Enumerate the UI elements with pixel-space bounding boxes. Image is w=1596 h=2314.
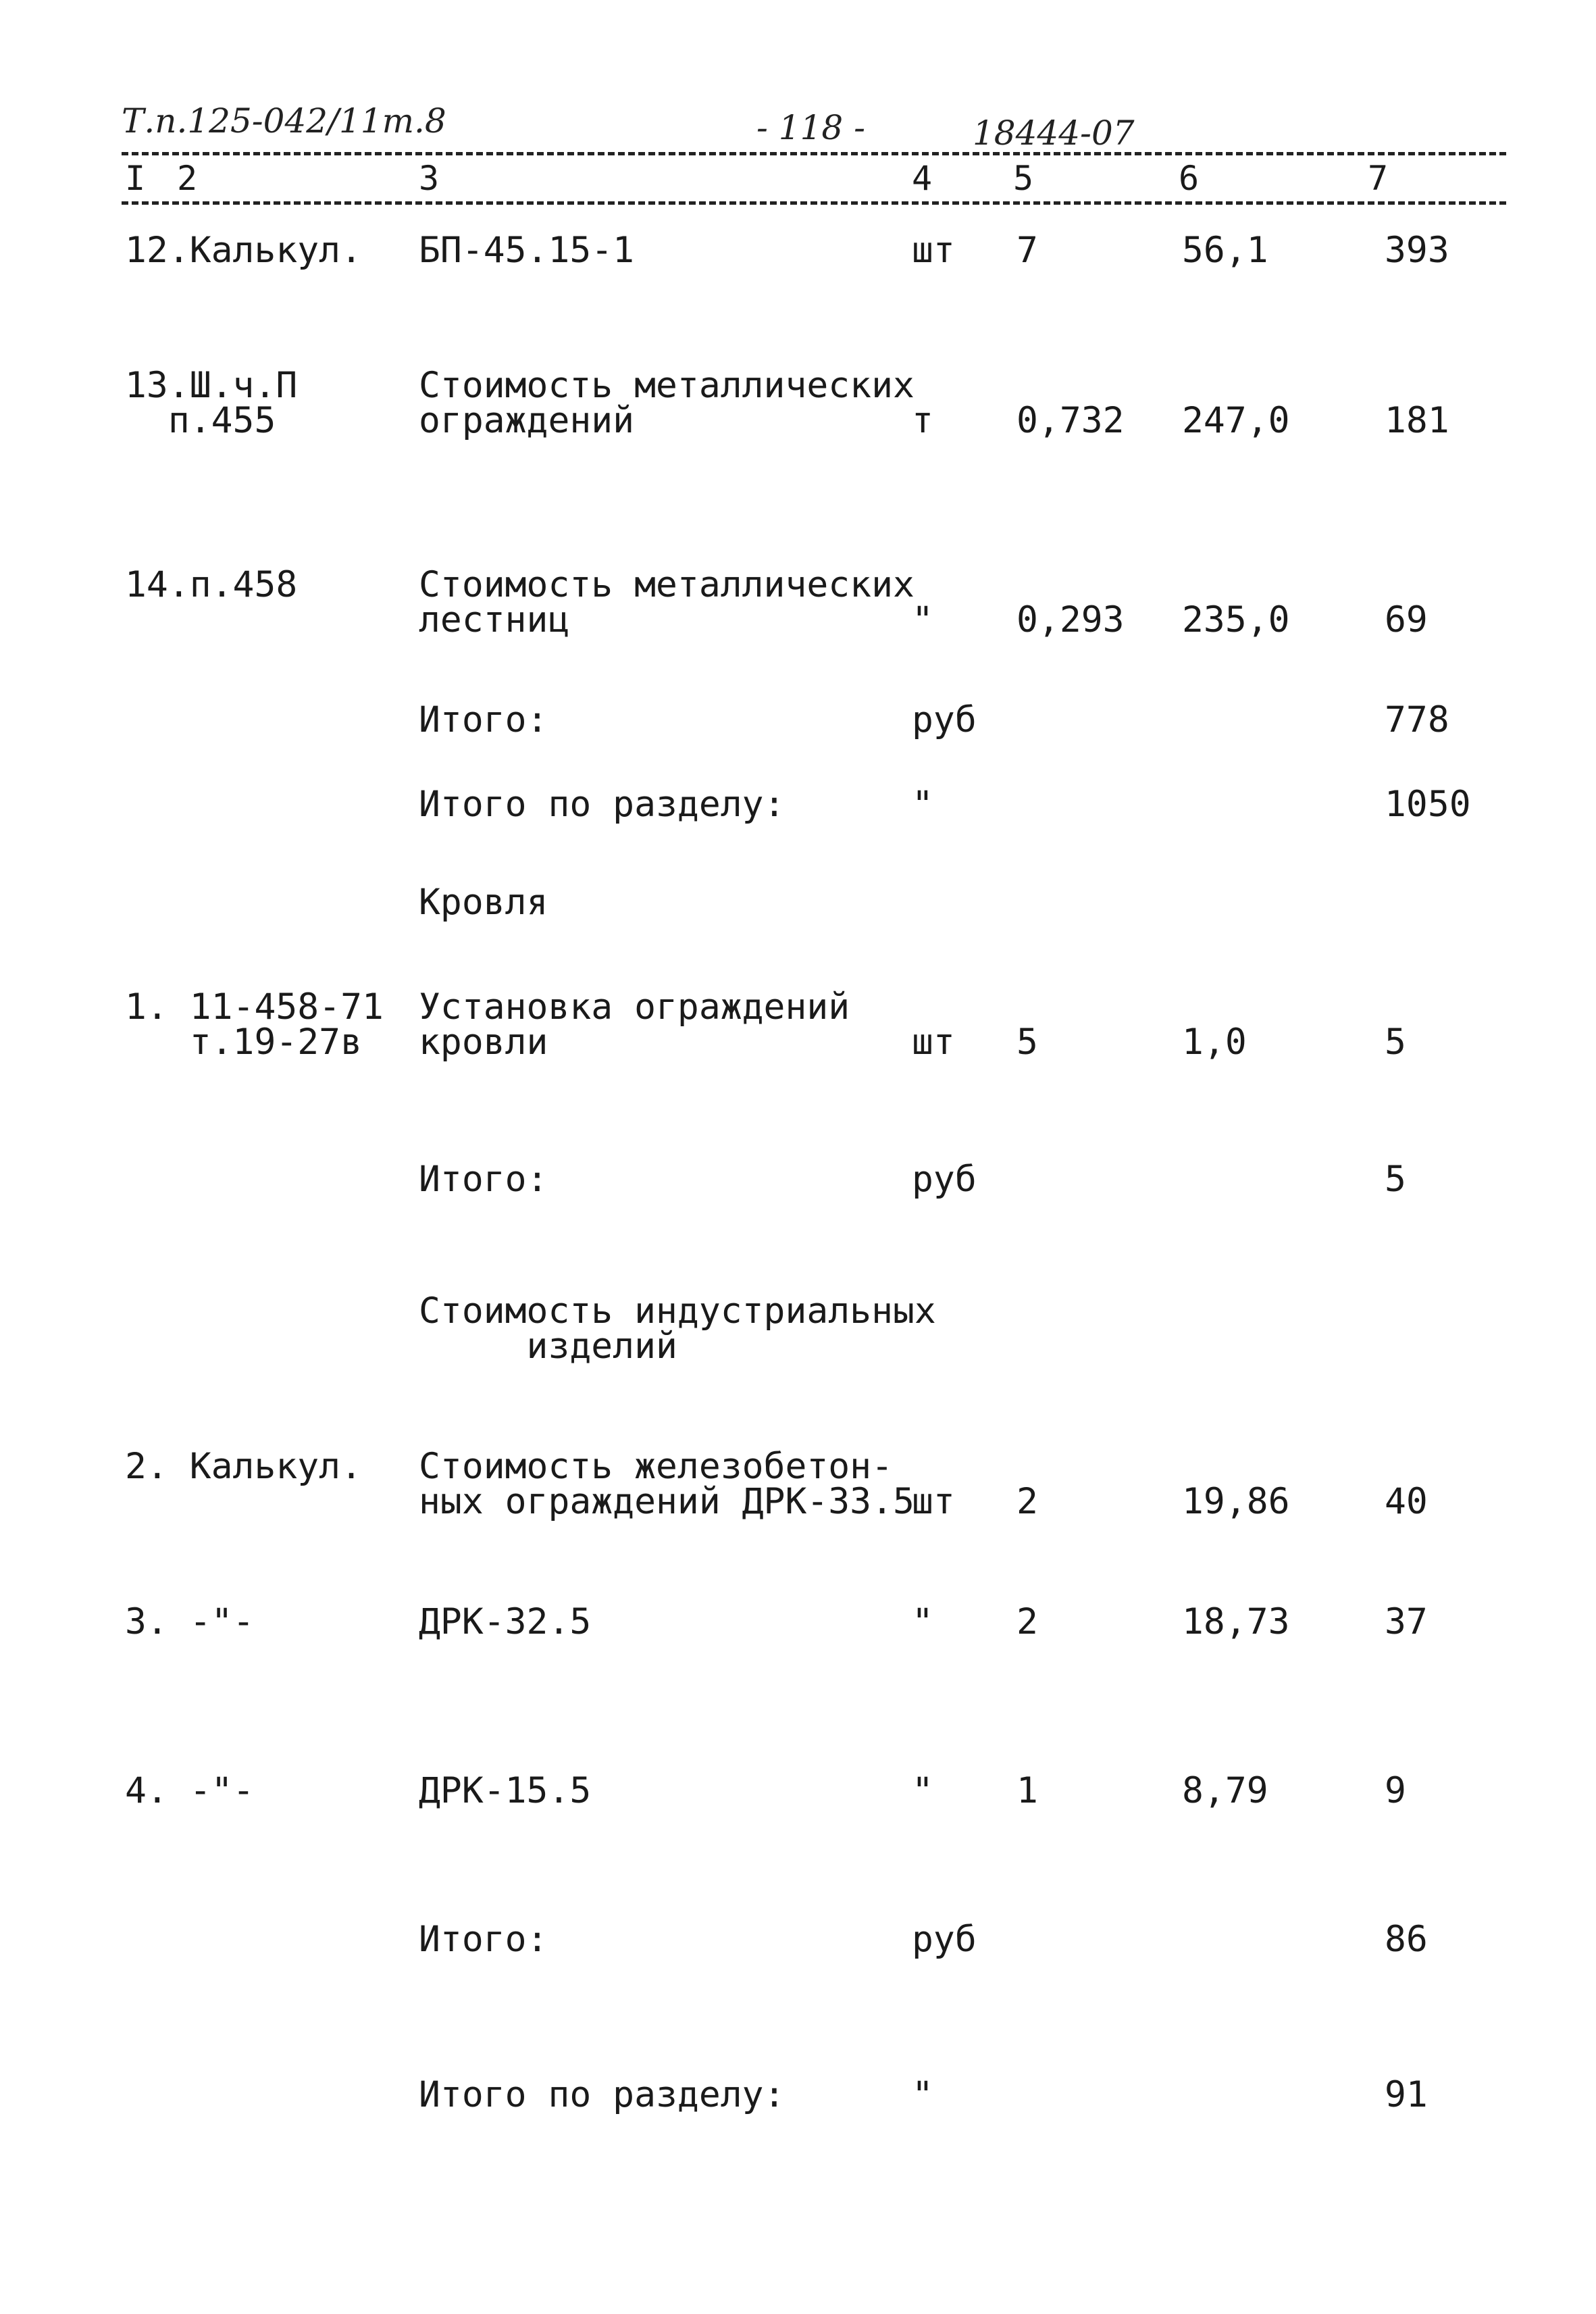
row-description: Стоимость металлических — [419, 564, 915, 605]
row-description: ДРК-32.5 — [419, 1601, 592, 1642]
row-total: 69 — [1385, 599, 1428, 640]
row-total: 5 — [1385, 1159, 1406, 1200]
row-total: 181 — [1385, 400, 1449, 441]
row-description: Итого: — [419, 1159, 548, 1200]
row-description: ДРК-15.5 — [419, 1770, 592, 1811]
row-total: 5 — [1385, 1022, 1406, 1063]
column-header: I — [125, 159, 146, 198]
row-unit: т — [912, 400, 933, 441]
column-header: 2 — [177, 159, 198, 198]
row-description: Кровля — [419, 882, 548, 923]
row-total: 40 — [1385, 1481, 1428, 1522]
row-total: 91 — [1385, 2074, 1428, 2115]
row-unit: " — [912, 2074, 933, 2115]
row-description: Стоимость железобетон- — [419, 1446, 893, 1487]
row-unit: руб — [912, 699, 977, 740]
row-quantity: 1 — [1016, 1770, 1038, 1811]
row-total: 9 — [1385, 1770, 1406, 1811]
row-quantity: 2 — [1016, 1481, 1038, 1522]
row-unit: " — [912, 1601, 933, 1642]
row-unit: шт — [912, 1022, 955, 1063]
row-reference: 13.Ш.ч.П — [125, 365, 298, 406]
row-description: ных ограждений ДРК-33.5 — [419, 1481, 915, 1522]
row-unit: шт — [912, 1481, 955, 1522]
row-description: БП-45.15-1 — [419, 230, 635, 271]
row-reference: 1. 11-458-71 — [125, 986, 384, 1028]
row-unit-price: 235,0 — [1182, 599, 1290, 640]
row-description: лестниц — [419, 599, 570, 640]
row-unit-price: 8,79 — [1182, 1770, 1268, 1811]
row-total: 778 — [1385, 699, 1449, 740]
row-reference: 14.п.458 — [125, 564, 298, 605]
column-header: 4 — [912, 159, 933, 198]
row-description: ограждений — [419, 400, 635, 441]
column-header: 5 — [1013, 159, 1034, 198]
row-quantity: 0,293 — [1016, 599, 1125, 640]
header-rule-top — [122, 152, 1506, 155]
row-reference: 4. -"- — [125, 1770, 255, 1811]
row-unit-price: 18,73 — [1182, 1601, 1290, 1642]
row-unit-price: 56,1 — [1182, 230, 1268, 271]
row-description: Итого: — [419, 699, 548, 740]
page-number: - 118 - — [756, 108, 866, 147]
row-reference: т.19-27в — [125, 1022, 362, 1063]
row-unit-price: 19,86 — [1182, 1481, 1290, 1522]
row-unit-price: 247,0 — [1182, 400, 1290, 441]
row-description: Итого по разделу: — [419, 784, 786, 825]
row-description: изделий — [419, 1326, 677, 1367]
header-rule-bottom — [122, 201, 1506, 205]
row-reference: 12.Калькул. — [125, 230, 362, 271]
row-total: 86 — [1385, 1919, 1428, 1960]
column-header: 3 — [419, 159, 440, 198]
row-description: Итого по разделу: — [419, 2074, 786, 2115]
row-unit: шт — [912, 230, 955, 271]
row-description: Установка ограждений — [419, 986, 850, 1028]
row-description: Стоимость индустриальных — [419, 1290, 936, 1332]
column-header: 7 — [1368, 159, 1389, 198]
row-reference: п.455 — [125, 400, 276, 441]
row-unit-price: 1,0 — [1182, 1022, 1247, 1063]
row-quantity: 0,732 — [1016, 400, 1125, 441]
row-unit: " — [912, 599, 933, 640]
row-description: кровли — [419, 1022, 548, 1063]
row-description: Стоимость металлических — [419, 365, 915, 406]
document-code: Т.п.125-042/11т.8 — [122, 101, 446, 141]
row-quantity: 7 — [1016, 230, 1038, 271]
row-quantity: 5 — [1016, 1022, 1038, 1063]
row-description: Итого: — [419, 1919, 548, 1960]
column-header: 6 — [1179, 159, 1200, 198]
row-quantity: 2 — [1016, 1601, 1038, 1642]
document-number: 18444-07 — [973, 114, 1135, 153]
row-reference: 2. Калькул. — [125, 1446, 362, 1487]
row-total: 1050 — [1385, 784, 1471, 825]
row-reference: 3. -"- — [125, 1601, 255, 1642]
row-unit: руб — [912, 1919, 977, 1960]
row-unit: руб — [912, 1159, 977, 1200]
row-total: 37 — [1385, 1601, 1428, 1642]
row-unit: " — [912, 784, 933, 825]
row-unit: " — [912, 1770, 933, 1811]
row-total: 393 — [1385, 230, 1449, 271]
